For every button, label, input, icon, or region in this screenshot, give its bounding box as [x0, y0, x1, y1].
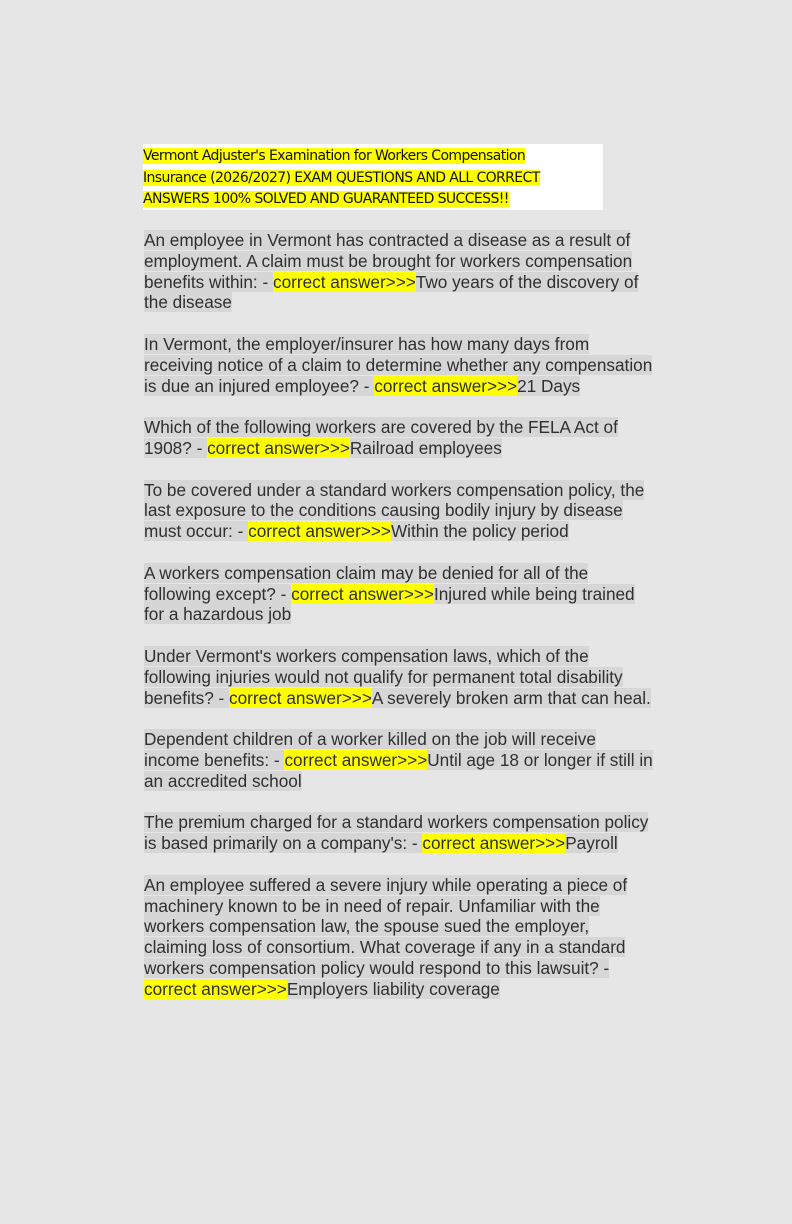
answer-text: Injured while being trained for a hazardous job — [144, 583, 635, 625]
title-line: Insurance (2026/2027) EXAM QUESTIONS AND ALL CORRECT — [143, 169, 540, 186]
title-line: ANSWERS 100% SOLVED AND GUARANTEED SUCCESS!! — [143, 191, 509, 207]
correct-answer-marker: correct answer>>> — [248, 521, 391, 542]
question-text: In Vermont, the employer/insurer has how many days from receiving notice of a claim to determine whether any compensation is due an injured employee? - — [144, 333, 653, 396]
correct-answer-marker: correct answer>>> — [207, 437, 350, 458]
title-block — [143, 144, 603, 210]
question-text: An employee in Vermont has contracted a disease as a result of employment. A claim must be brought for workers compensation benefits within: - — [144, 230, 633, 292]
correct-answer-marker: correct answer>>> — [291, 583, 434, 604]
qa-item — [144, 417, 654, 459]
answer-text: Railroad employees — [349, 437, 502, 458]
qa-item — [144, 563, 654, 625]
qa-item — [144, 230, 654, 313]
question-text: The premium charged for a standard workers compensation policy is based primarily on a company's: - — [144, 812, 649, 854]
answer-text: Within the policy period — [390, 521, 569, 542]
title-line: Vermont Adjuster's Examination for Workers Compensation — [143, 148, 526, 164]
qa-item — [144, 334, 654, 396]
answer-text: Until age 18 or longer if still in an accredited school — [144, 749, 653, 791]
correct-answer-marker: correct answer>>> — [284, 749, 428, 770]
correct-answer-marker: correct answer>>> — [144, 978, 287, 999]
answer-text: Payroll — [565, 833, 618, 854]
question-text: An employee suffered a severe injury while operating a piece of machinery known to be in need of repair. Unfamiliar with the workers compensation law, the spouse sued the employer, claiming loss of consortium. What coverage if any in a standard workers compensation policy would respond to this lawsuit? - — [144, 874, 628, 978]
answer-text: A severely broken arm that can heal. — [371, 687, 651, 708]
correct-answer-marker: correct answer>>> — [229, 687, 372, 708]
correct-answer-marker: correct answer>>> — [272, 271, 416, 292]
qa-item — [144, 875, 654, 1000]
document-title — [143, 146, 540, 211]
question-text: Which of the following workers are covered by the FELA Act of 1908? - — [144, 417, 618, 458]
qa-item — [144, 812, 654, 854]
question-text: Dependent children of a worker killed on the job will receive income benefits: - — [144, 729, 596, 770]
question-text: To be covered under a standard workers compensation policy, the last exposure to the conditions causing bodily injury by disease must occur: - — [144, 479, 645, 542]
qa-item — [144, 729, 654, 791]
qa-list — [144, 230, 654, 1020]
question-text: A workers compensation claim may be denied for all of the following except? - — [144, 562, 589, 604]
qa-item — [144, 646, 654, 708]
correct-answer-marker: correct answer>>> — [422, 833, 566, 854]
answer-text: 21 Days — [517, 375, 581, 396]
correct-answer-marker: correct answer>>> — [374, 375, 518, 396]
qa-item — [144, 480, 654, 542]
answer-text: Two years of the discovery of the disease — [144, 271, 639, 313]
answer-text: Employers liability coverage — [286, 978, 500, 999]
question-text: Under Vermont's workers compensation laws, which of the following injuries would not qualify for permanent total disability benefits? - — [144, 645, 623, 708]
